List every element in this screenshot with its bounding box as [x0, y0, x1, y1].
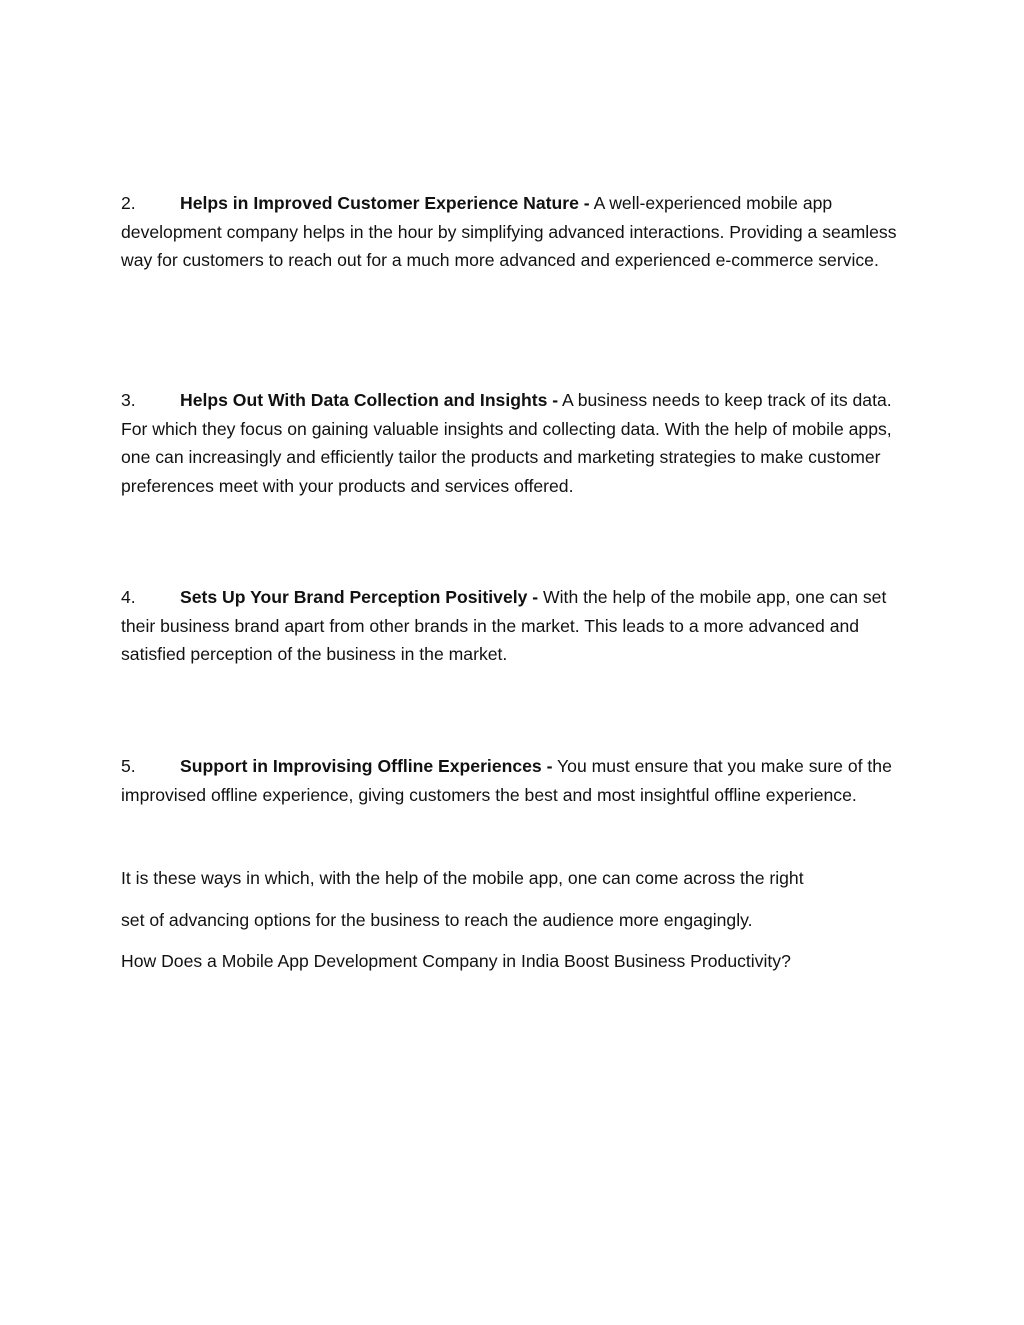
item-heading: Helps Out With Data Collection and Insights -	[180, 390, 559, 410]
list-item	[121, 189, 911, 275]
list-item	[121, 386, 911, 500]
item-number: 4.	[121, 587, 136, 607]
item-text: A business needs to keep track of its data. For which they focus on gaining valuable insights and collecting data. With the help of mobile apps, one can increasingly and efficiently tailor the products and marketing strategies to make customer preferences meet with your products and services offered.	[121, 390, 892, 496]
item-number: 3.	[121, 390, 136, 410]
item-text: A well-experienced mobile app development company helps in the hour by simplifying advanced interactions. Providing a seamless way for customers to reach out for a much more advanced and experienced e-commerce service.	[121, 193, 897, 270]
section-question: How Does a Mobile App Development Company in India Boost Business Productivity?	[121, 951, 791, 971]
item-text: With the help of the mobile app, one can set their business brand apart from other brands in the market. This leads to a more advanced and satisfied perception of the business in the market.	[121, 587, 887, 664]
closing-line-2: set of advancing options for the business to reach the audience more engagingly.	[121, 910, 753, 930]
item-text: You must ensure that you make sure of the improvised offline experience, giving customers the best and most insightful offline experience.	[121, 756, 892, 805]
item-heading: Sets Up Your Brand Perception Positively -	[180, 587, 539, 607]
item-heading: Helps in Improved Customer Experience Nature -	[180, 193, 590, 213]
list-item	[121, 583, 911, 669]
item-number: 2.	[121, 193, 136, 213]
item-number: 5.	[121, 756, 136, 776]
item-heading: Support in Improvising Offline Experiences -	[180, 756, 553, 776]
list-item	[121, 752, 911, 809]
closing-line-1: It is these ways in which, with the help of the mobile app, one can come across the right	[121, 868, 804, 888]
